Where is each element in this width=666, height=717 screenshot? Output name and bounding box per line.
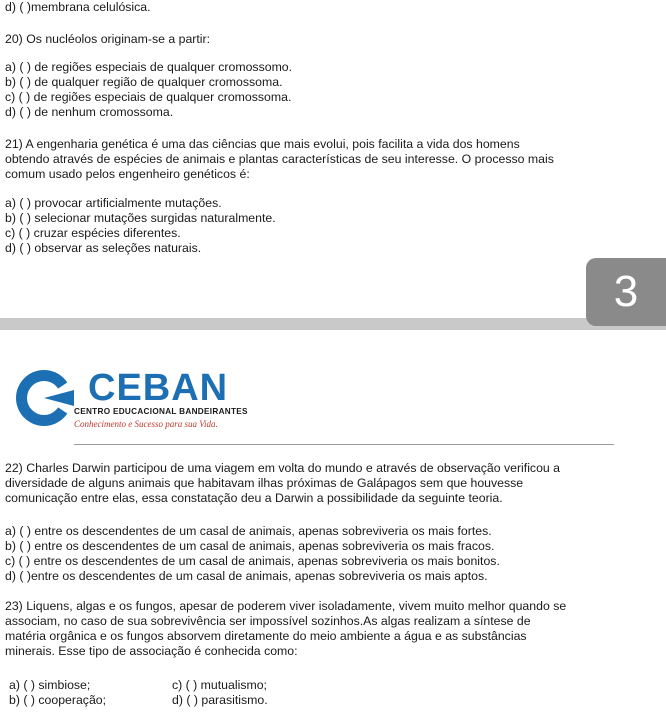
- question-23-option-d: d) ( ) parasitismo.: [172, 693, 268, 707]
- question-23-line-1: 23) Liquens, algas e os fungos, apesar de poderem viver isoladamente, vivem muito melhor quando se: [5, 599, 567, 613]
- question-21-option-a: a) ( ) provocar artificialmente mutações.: [5, 196, 222, 210]
- question-22-line-2: diversidade de alguns animais que habitavam ilhas próximas de Galápagos sem que houvesse: [5, 476, 524, 490]
- question-23-line-2: associam, no caso de sua sobrevivência ser impossível sozinhos.As algas realizam a síntese de: [5, 614, 531, 628]
- question-21-line-3: comum usado pelos engenheiro genéticos é:: [5, 167, 250, 181]
- question-23-line-3: matéria orgânica e os fungos absorvem diretamente do meio ambiente a água e as substâncias: [5, 629, 527, 643]
- question-22-option-d: d) ( )entre os descendentes de um casal de animais, apenas sobreviveria os mais aptos.: [5, 569, 488, 583]
- previous-question-option-d: d) ( )membrana celulósica.: [5, 0, 151, 14]
- question-22-line-3: comunicação entre elas, essa constatação deu a Darwin a possibilidade da seguinte teoria.: [5, 491, 503, 505]
- question-20-option-b: b) ( ) de qualquer região de qualquer cromossoma.: [5, 75, 283, 89]
- question-23-option-a: a) ( ) simbiose;: [9, 678, 91, 692]
- question-21-option-b: b) ( ) selecionar mutações surgidas naturalmente.: [5, 211, 276, 225]
- question-20-title: 20) Os nucléolos originam-se a partir:: [5, 32, 211, 46]
- brand-name: CEBAN: [88, 367, 229, 409]
- question-21-option-c: c) ( ) cruzar espécies diferentes.: [5, 226, 181, 240]
- brand-subtitle: CENTRO EDUCACIONAL BANDEIRANTES: [74, 407, 248, 416]
- ceban-logo-icon: [14, 368, 74, 428]
- question-21-option-d: d) ( ) observar as seleções naturais.: [5, 241, 202, 255]
- question-21-line-2: obtendo através de espécies de animais e plantas características de seu interesse. O processo mais: [5, 152, 554, 166]
- question-23-option-b: b) ( ) cooperação;: [9, 693, 107, 707]
- question-20-option-d: d) ( ) de nenhum cromossoma.: [5, 105, 174, 119]
- question-22-option-b: b) ( ) entre os descendentes de um casal de animais, apenas sobreviveria os mais fracos.: [5, 539, 495, 553]
- question-20-option-a: a) ( ) de regiões especiais de qualquer cromossomo.: [5, 60, 293, 74]
- page-number-badge: 3: [586, 258, 666, 326]
- question-20-option-c: c) ( ) de regiões especiais de qualquer cromossoma.: [5, 90, 292, 104]
- header-rule: [74, 444, 614, 445]
- question-22-line-1: 22) Charles Darwin participou de uma viagem em volta do mundo e através de observação verificou a: [5, 461, 561, 475]
- page-divider: [0, 318, 666, 330]
- question-23-line-4: minerais. Esse tipo de associação é conhecida como:: [5, 644, 298, 658]
- question-21-line-1: 21) A engenharia genética é uma das ciências que mais evolui, pois facilita a vida dos homens: [5, 137, 520, 151]
- question-23-option-c: c) ( ) mutualismo;: [172, 678, 267, 692]
- question-22-option-c: c) ( ) entre os descendentes de um casal de animais, apenas sobreviveria os mais bonitos.: [5, 554, 500, 568]
- brand-slogan: Conhecimento e Sucesso para sua Vida.: [74, 419, 218, 429]
- question-22-option-a: a) ( ) entre os descendentes de um casal de animais, apenas sobreviveria os mais fortes.: [5, 524, 492, 538]
